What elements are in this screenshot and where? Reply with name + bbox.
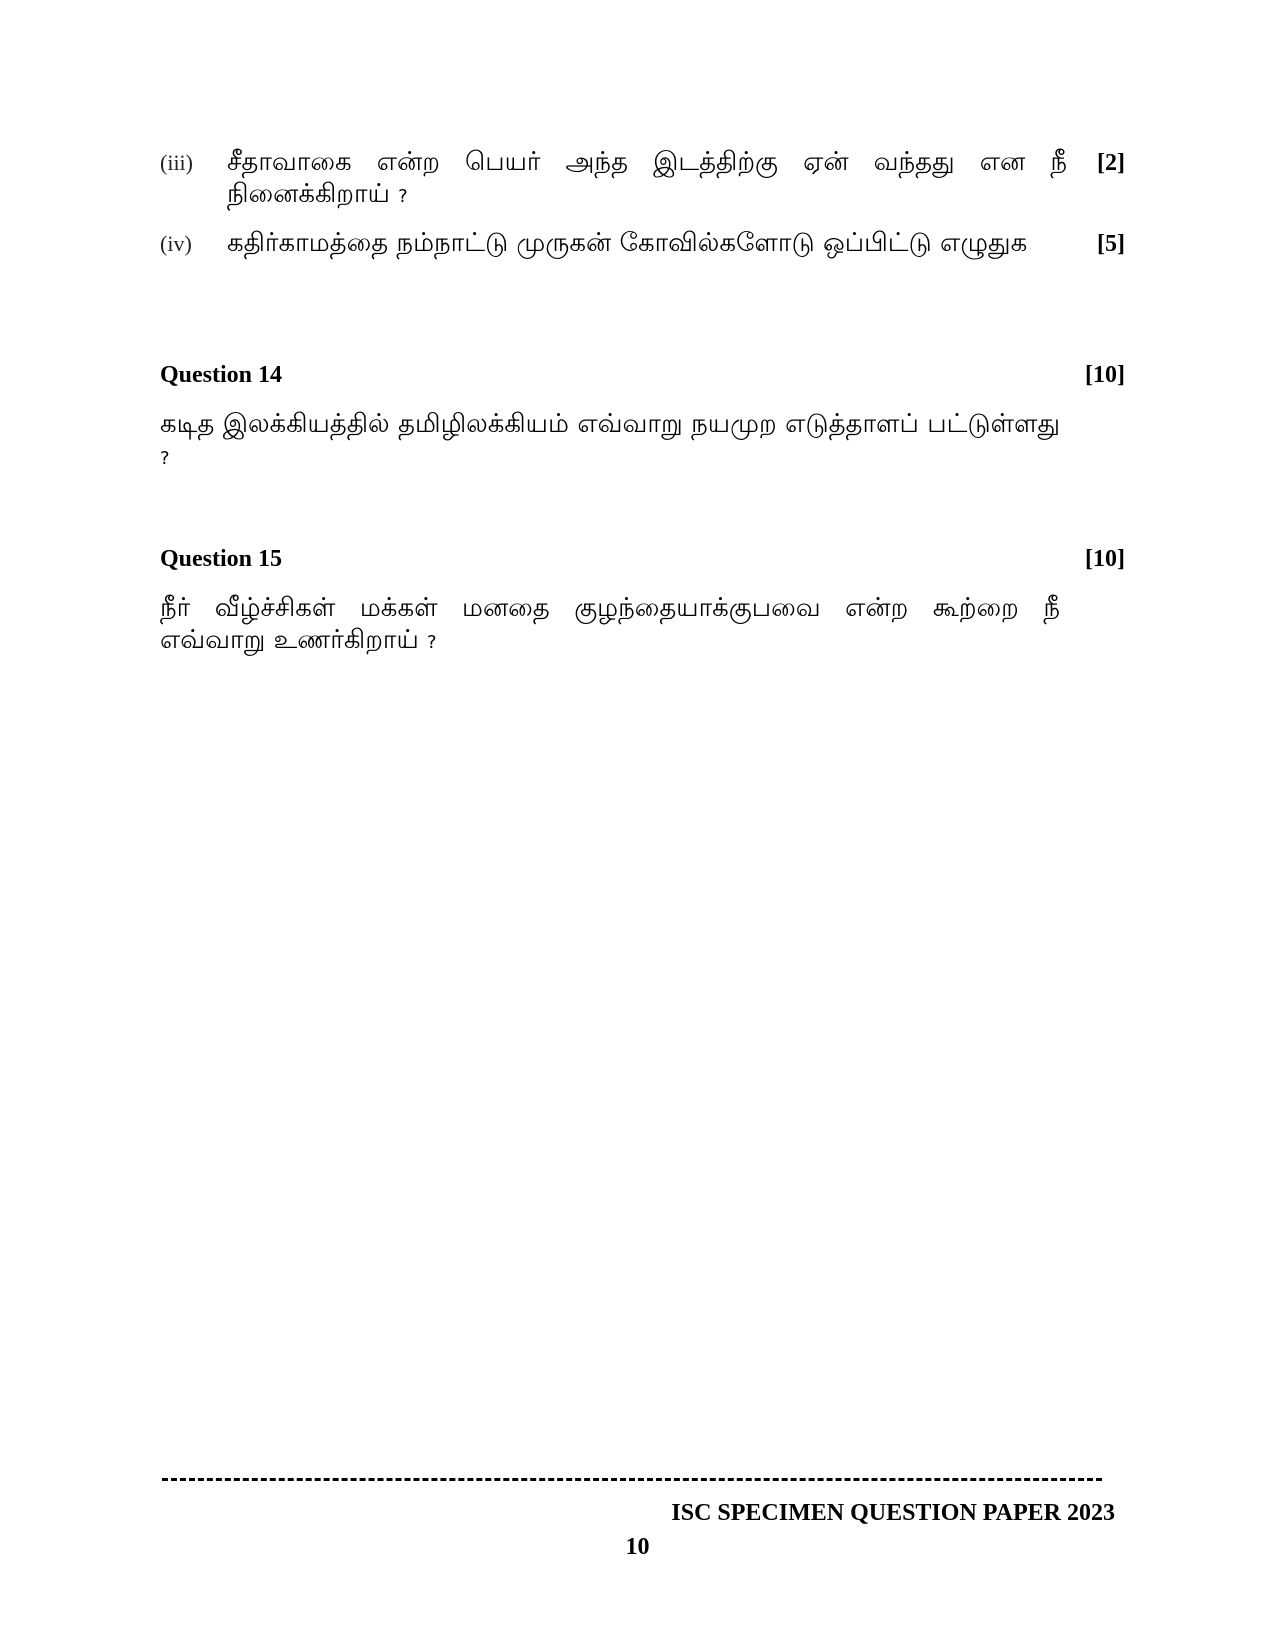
subquestion-number: (iv) [160, 231, 192, 256]
footer-title: ISC SPECIMEN QUESTION PAPER 2023 [671, 1500, 1115, 1526]
question-title: Question 14 [160, 362, 283, 388]
marks-label: [5] [1097, 231, 1125, 257]
question-title: Question 15 [160, 546, 283, 572]
question-text-body: கடித இலக்கியத்தில் தமிழிலக்கியம் எவ்வாறு நயமுற எடுத்தாளப் பட்டுள்ளது [160, 409, 1060, 439]
question-mark: ? [427, 632, 437, 653]
subquestion-text-body: சீதாவாகை என்ற பெயர் அந்த இடத்திற்கு ஏன் வந்தது என நீ நினைக்கிறாய் [227, 147, 1067, 209]
question-mark: ? [160, 448, 170, 469]
marks-label: [2] [1097, 150, 1125, 176]
question-15-text [160, 592, 1060, 659]
question-text-body: நீர் வீழ்ச்சிகள் மக்கள் மனதை குழந்தையாக்குபவை என்ற கூற்றை நீ எவ்வாறு உணர்கிறாய் [160, 593, 1060, 655]
question-14-text [160, 408, 1060, 475]
subquestion-iv [160, 227, 1125, 293]
subquestion-number: (iii) [160, 150, 193, 175]
question-15-header [160, 546, 1125, 580]
marks-label: [10] [1085, 546, 1125, 572]
page-number: 10 [625, 1534, 650, 1560]
subquestion-text [227, 146, 1067, 213]
footer-divider [162, 1478, 1102, 1481]
subquestion-iii [160, 146, 1125, 212]
question-mark: ? [398, 186, 408, 207]
marks-label: [10] [1085, 362, 1125, 388]
question-14-header [160, 362, 1125, 396]
subquestion-text: கதிர்காமத்தை நம்நாட்டு முருகன் கோவில்களோடு ஒப்பிட்டு எழுதுக [227, 228, 1028, 258]
